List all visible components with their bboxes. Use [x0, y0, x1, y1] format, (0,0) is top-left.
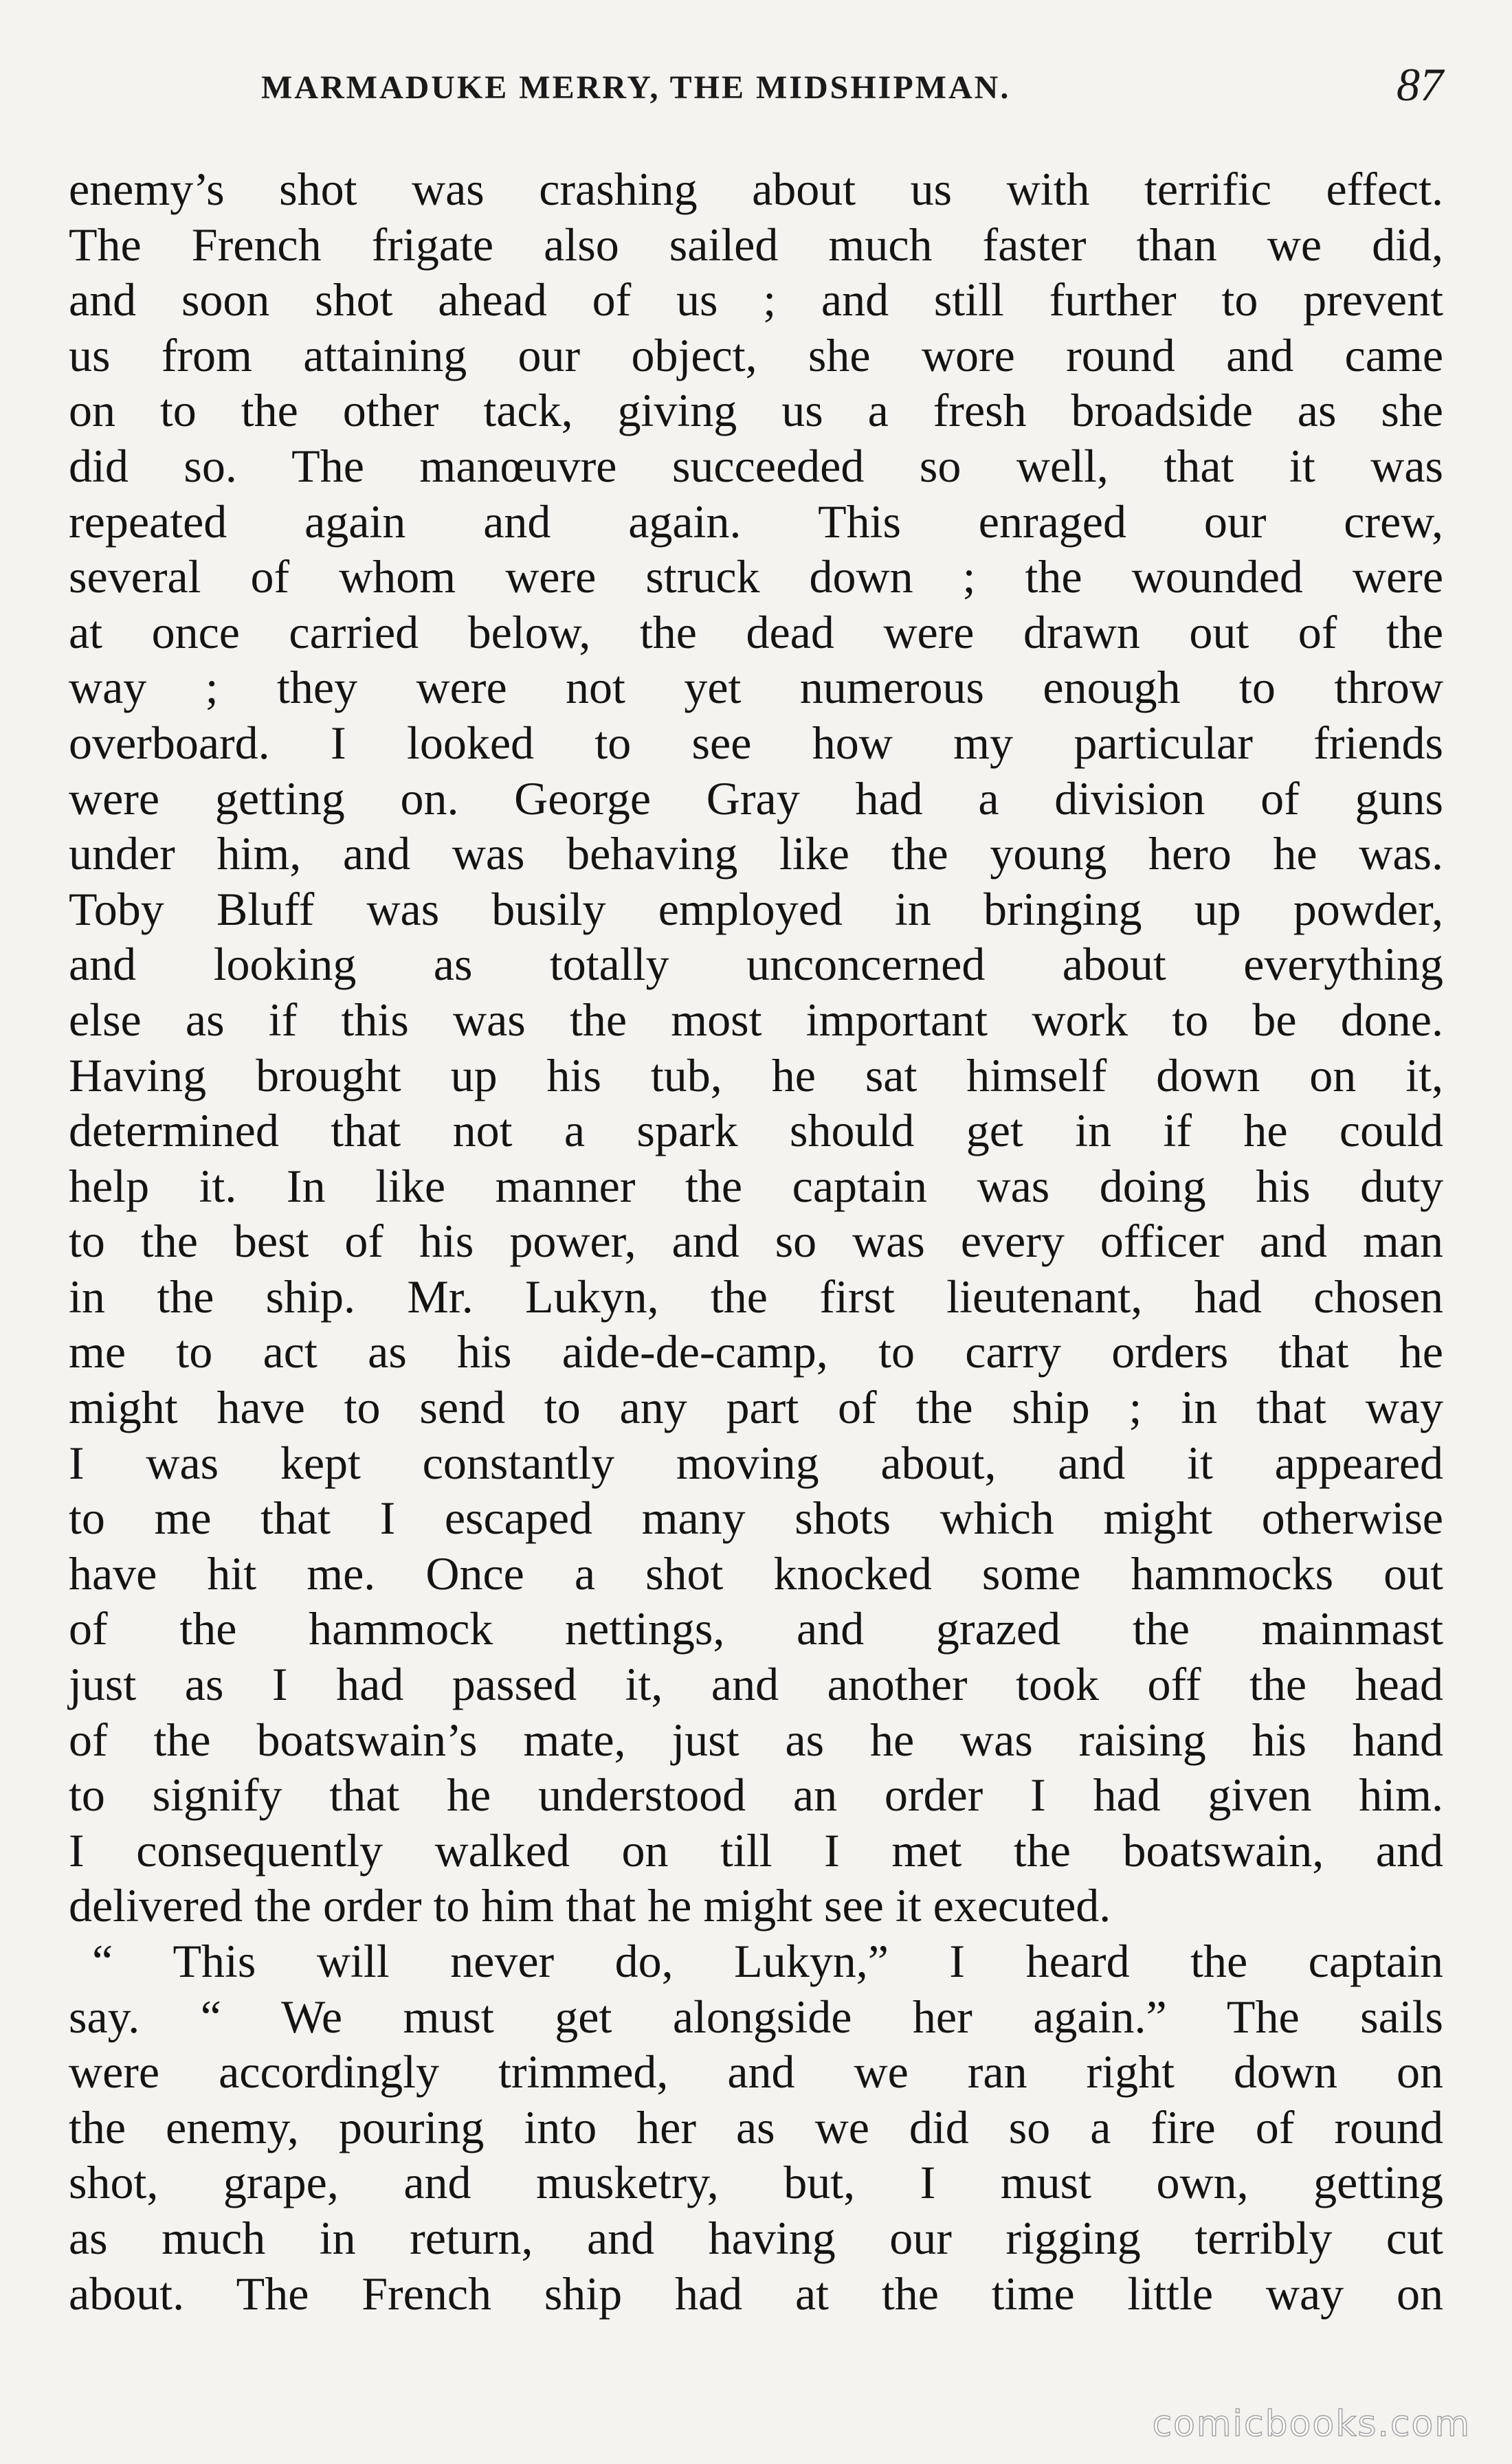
text-line: I consequently walked on till I met the boatswain, and	[69, 1824, 1443, 1877]
text-line: under him, and was behaving like the young hero he was.	[69, 827, 1443, 880]
text-line: delivered the order to him that he might see it executed.	[69, 1879, 1111, 1932]
text-line: way ; they were not yet numerous enough to throw	[69, 661, 1443, 714]
text-line: say. “ We must get alongside her again.” The sails	[69, 1990, 1443, 2043]
text-line: just as I had passed it, and another took off the head	[69, 1658, 1443, 1711]
text-line: the enemy, pouring into her as we did so a fire of round	[69, 2101, 1443, 2153]
text-line: at once carried below, the dead were drawn out of the	[69, 605, 1443, 658]
text-line: me to act as his aide-de-camp, to carry orders that he	[69, 1325, 1443, 1378]
text-line: did so. The manœuvre succeeded so well, that it was	[69, 439, 1443, 492]
text-line: about. The French ship had at the time little way on	[69, 2267, 1443, 2320]
text-line: might have to send to any part of the ship ; in that way	[69, 1381, 1443, 1434]
text-line: determined that not a spark should get in if he could	[69, 1104, 1443, 1157]
text-line: repeated again and again. This enraged our crew,	[69, 495, 1443, 548]
watermark-logo: comicbooks.com	[1152, 2404, 1471, 2445]
text-line: were getting on. George Gray had a division of guns	[69, 772, 1443, 825]
text-line: several of whom were struck down ; the wounded were	[69, 550, 1443, 603]
text-line: to signify that he understood an order I had given him.	[69, 1769, 1443, 1822]
running-title: MARMADUKE MERRY, THE MIDSHIPMAN.	[261, 69, 1011, 106]
text-line: were accordingly trimmed, and we ran right down on	[69, 2046, 1443, 2098]
text-line: us from attaining our object, she wore round and came	[69, 328, 1443, 381]
paragraph	[69, 1934, 1443, 2321]
text-line: in the ship. Mr. Lukyn, the first lieutenant, had chosen	[69, 1270, 1443, 1323]
text-line: help it. In like manner the captain was doing his duty	[69, 1159, 1443, 1212]
text-line: shot, grape, and musketry, but, I must own, getting	[69, 2156, 1443, 2209]
text-line: else as if this was the most important work to be done.	[69, 993, 1443, 1046]
text-line: to me that I escaped many shots which might otherwise	[69, 1492, 1443, 1545]
text-line: I was kept constantly moving about, and it appeared	[69, 1436, 1443, 1489]
text-line: and looking as totally unconcerned about everything	[69, 938, 1443, 991]
body-text	[69, 161, 1443, 2321]
text-line: of the boatswain’s mate, just as he was raising his hand	[69, 1713, 1443, 1766]
text-line: on to the other tack, giving us a fresh broadside as she	[69, 384, 1443, 437]
text-line: as much in return, and having our rigging terribly cut	[69, 2211, 1443, 2264]
text-line: of the hammock nettings, and grazed the mainmast	[69, 1602, 1443, 1655]
page-header	[69, 48, 1443, 131]
text-line: have hit me. Once a shot knocked some hammocks out	[69, 1547, 1443, 1600]
paragraph	[69, 161, 1443, 1934]
text-line: Toby Bluff was busily employed in bringing up powder,	[69, 882, 1443, 935]
text-line: overboard. I looked to see how my particular friends	[69, 716, 1443, 769]
text-line: The French frigate also sailed much faster than we did,	[69, 218, 1443, 271]
text-line: Having brought up his tub, he sat himself down on it,	[69, 1049, 1443, 1101]
text-line: to the best of his power, and so was every officer and man	[69, 1215, 1443, 1268]
page-number: 87	[1397, 58, 1443, 111]
text-line: and soon shot ahead of us ; and still further to prevent	[69, 273, 1443, 326]
text-line: enemy’s shot was crashing about us with terrific effect.	[69, 163, 1443, 215]
text-line: “ This will never do, Lukyn,” I heard the captain	[92, 1935, 1443, 1987]
